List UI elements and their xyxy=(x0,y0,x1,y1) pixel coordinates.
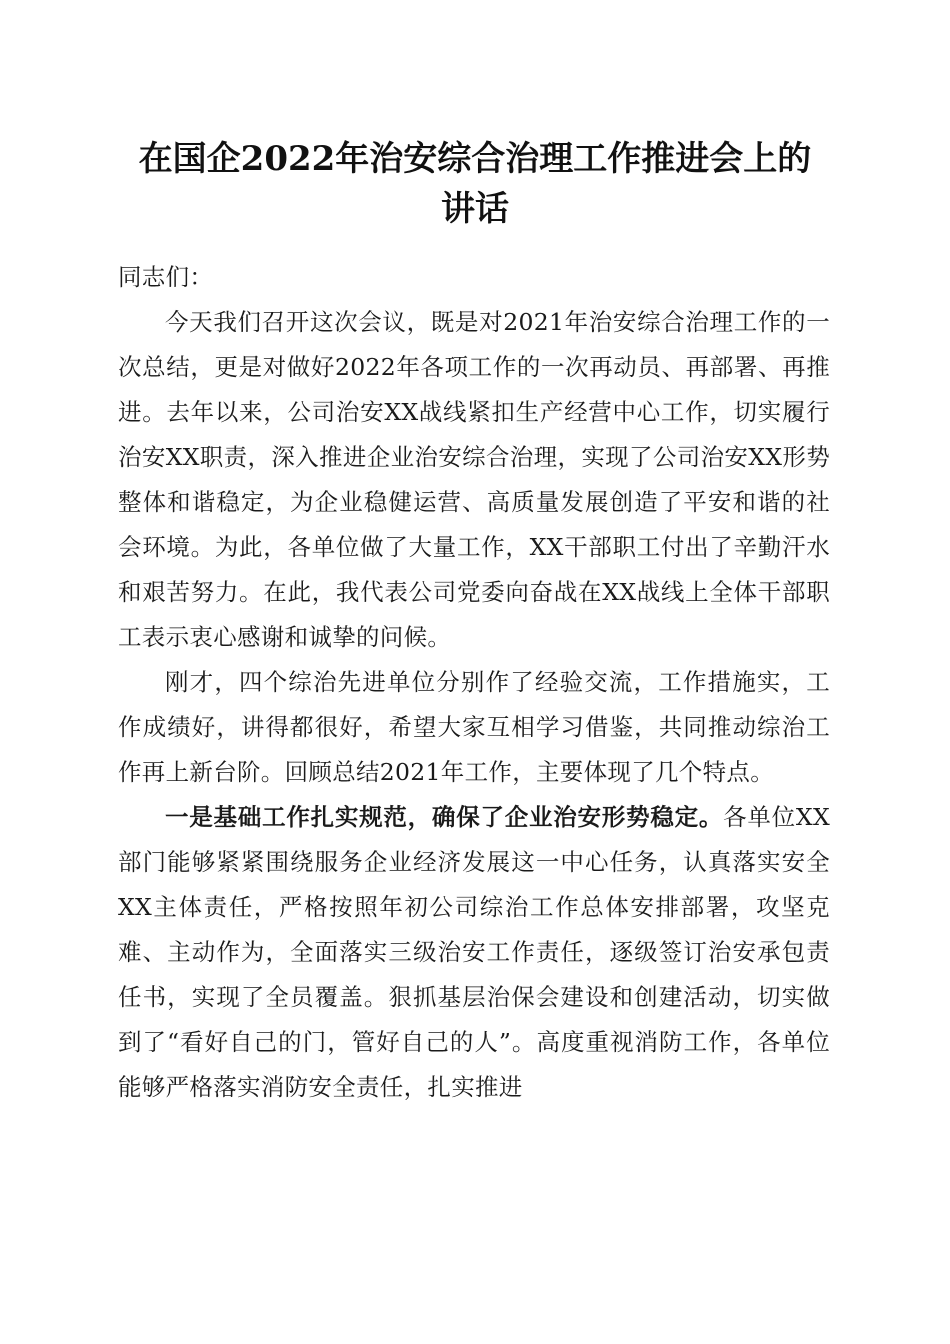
title-line-1: 在国企2022年治安综合治理工作推进会上的 xyxy=(138,139,812,179)
document-body xyxy=(118,255,830,1110)
paragraph-opening: 今天我们召开这次会议，既是对2021年治安综合治理工作的一次总结，更是对做好2022年各项工作的一次再动员、再部署、再推进。去年以来，公司治安XX战线紧扣生产经营中心工作，切实履行治安XX职责，深入推进企业治安综合治理，实现了公司治安XX形势整体和谐稳定，为企业稳健运营、高质量发展创造了平安和谐的社会环境。为此，各单位做了大量工作，XX干部职工付出了辛勤汗水和艰苦努力。在此，我代表公司党委向奋战在XX战线上全体干部职工表示衷心感谢和诚挚的问候。 xyxy=(118,308,830,651)
point-one-heading: 一是基础工作扎实规范，确保了企业治安形势稳定。 xyxy=(165,803,724,831)
salutation: 同志们： xyxy=(118,263,214,291)
point-one-text: 各单位XX部门能够紧紧围绕服务企业经济发展这一中心任务，认真落实安全XX主体责任，严格按照年初公司综治工作总体安排部署，攻坚克难、主动作为，全面落实三级治安工作责任，逐级签订治安承包责任书，实现了全员覆盖。狠抓基层治保会建设和创建活动，切实做到了“看好自己的门，管好自己的人”。高度重视消防工作，各单位能够严格落实消防安全责任，扎实推进 xyxy=(118,803,830,1101)
document-title xyxy=(110,134,840,234)
paragraph-review: 刚才，四个综治先进单位分别作了经验交流，工作措施实，工作成绩好，讲得都很好，希望大家互相学习借鉴，共同推动综治工作再上新台阶。回顾总结2021年工作，主要体现了几个特点。 xyxy=(118,668,830,786)
title-line-2: 讲话 xyxy=(441,189,509,229)
paragraph-point-one xyxy=(118,795,830,1110)
